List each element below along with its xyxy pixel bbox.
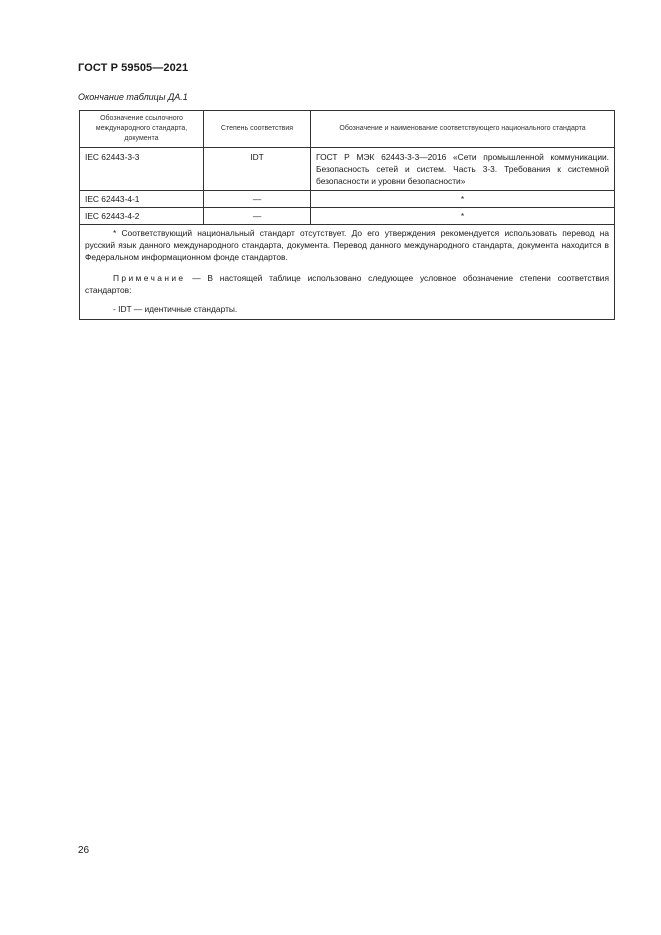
cell-ref: IEC 62443-3-3 xyxy=(80,148,204,191)
cell-degree: — xyxy=(204,191,311,208)
table-header-row xyxy=(80,111,615,148)
column-header-international-standard: Обозначение ссылочного международного стандарта, документа xyxy=(80,111,204,148)
table-row xyxy=(80,148,615,191)
table-footer xyxy=(80,225,615,320)
cell-ref: IEC 62443-4-1 xyxy=(80,191,204,208)
page-number: 26 xyxy=(78,845,90,856)
cell-degree: IDT xyxy=(204,148,311,191)
table-caption: Окончание таблицы ДА.1 xyxy=(78,92,188,102)
cell-national: * xyxy=(311,191,615,208)
footnote: * Соответствующий национальный стандарт отсутствует. До его утверждения рекомендуется использовать перевод на русский язык данного международного стандарта, документа. Перевод данного международного стандарта, документа находится в Федеральном информационном фонде стандартов. xyxy=(85,228,609,262)
cell-degree: — xyxy=(204,208,311,225)
cell-ref: IEC 62443-4-2 xyxy=(80,208,204,225)
note xyxy=(85,272,609,296)
note-text: — В настоящей таблице использовано следующее условное обозначение степени соответствия стандартов: xyxy=(85,273,610,295)
table-row xyxy=(80,191,615,208)
cell-national: * xyxy=(311,208,615,225)
table-row xyxy=(80,208,615,225)
table-footer-row xyxy=(80,225,615,320)
note-label: Примечание xyxy=(113,273,186,283)
correspondence-table xyxy=(79,110,615,320)
note-item: - IDT — идентичные стандарты. xyxy=(113,304,238,314)
column-header-degree: Степень соответствия xyxy=(204,111,311,148)
cell-national: ГОСТ Р МЭК 62443-3-3—2016 «Сети промышленной коммуникации. Безопасность сетей и систем. Часть 3-3. Требования к системной безопасности и уровни безопасности» xyxy=(311,148,615,191)
document-code-header: ГОСТ Р 59505—2021 xyxy=(78,62,189,74)
column-header-national-standard: Обозначение и наименование соответствующего национального стандарта xyxy=(311,111,615,148)
